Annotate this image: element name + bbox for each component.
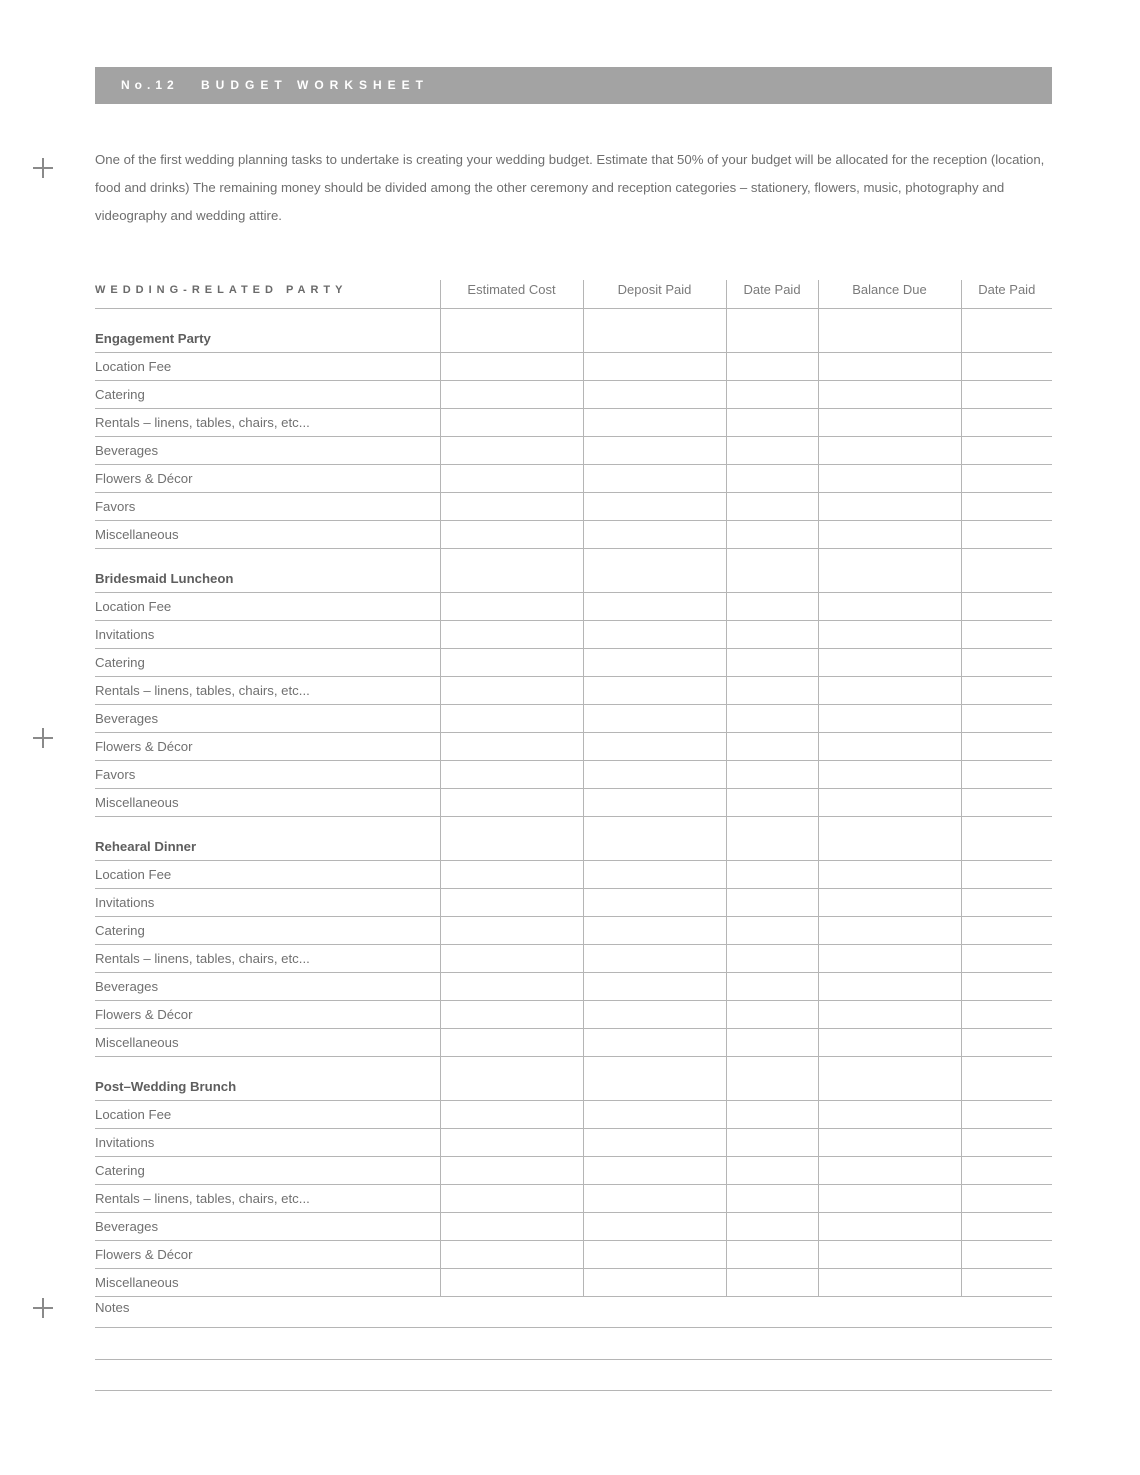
- table-row: [95, 733, 1052, 761]
- entry-cell[interactable]: [961, 1241, 1052, 1269]
- entry-cell[interactable]: [818, 549, 961, 593]
- item-label: Miscellaneous: [95, 1269, 440, 1297]
- entry-cell[interactable]: [726, 1001, 818, 1029]
- section-row: [95, 309, 1052, 353]
- entry-cell[interactable]: [440, 309, 583, 353]
- entry-cell[interactable]: [961, 1185, 1052, 1213]
- entry-cell[interactable]: [583, 789, 726, 817]
- item-label: Flowers & Décor: [95, 733, 440, 761]
- entry-cell[interactable]: [440, 1057, 583, 1101]
- entry-cell[interactable]: [583, 381, 726, 409]
- entry-cell[interactable]: [726, 1269, 818, 1297]
- entry-cell[interactable]: [583, 1029, 726, 1057]
- entry-cell[interactable]: [583, 521, 726, 549]
- entry-cell[interactable]: [818, 1129, 961, 1157]
- entry-cell[interactable]: [583, 1101, 726, 1129]
- entry-cell[interactable]: [583, 817, 726, 861]
- entry-cell[interactable]: [961, 705, 1052, 733]
- table-row: [95, 677, 1052, 705]
- entry-cell[interactable]: [726, 817, 818, 861]
- entry-cell[interactable]: [818, 649, 961, 677]
- entry-cell[interactable]: [818, 789, 961, 817]
- entry-cell[interactable]: [583, 621, 726, 649]
- table-row: [95, 381, 1052, 409]
- entry-cell[interactable]: [961, 761, 1052, 789]
- entry-cell[interactable]: [440, 493, 583, 521]
- table-row: [95, 1001, 1052, 1029]
- entry-cell[interactable]: [440, 1101, 583, 1129]
- table-row: [95, 973, 1052, 1001]
- item-label: Rentals – linens, tables, chairs, etc...: [95, 1185, 440, 1213]
- entry-cell[interactable]: [726, 465, 818, 493]
- entry-cell[interactable]: [818, 861, 961, 889]
- entry-cell[interactable]: [818, 1269, 961, 1297]
- entry-cell[interactable]: [583, 1001, 726, 1029]
- entry-cell[interactable]: [818, 973, 961, 1001]
- entry-cell[interactable]: [818, 621, 961, 649]
- table-row: [95, 789, 1052, 817]
- table-row: [95, 465, 1052, 493]
- entry-cell[interactable]: [818, 353, 961, 381]
- item-label: Location Fee: [95, 593, 440, 621]
- entry-cell[interactable]: [726, 309, 818, 353]
- section-title: Rehearal Dinner: [95, 817, 440, 861]
- item-label: Catering: [95, 1157, 440, 1185]
- section-row: [95, 817, 1052, 861]
- entry-cell[interactable]: [726, 409, 818, 437]
- entry-cell[interactable]: [726, 677, 818, 705]
- entry-cell[interactable]: [726, 1057, 818, 1101]
- table-row: [95, 761, 1052, 789]
- item-label: Rentals – linens, tables, chairs, etc...: [95, 945, 440, 973]
- entry-cell[interactable]: [961, 733, 1052, 761]
- table-row: [95, 1241, 1052, 1269]
- item-label: Location Fee: [95, 861, 440, 889]
- entry-cell[interactable]: [583, 1213, 726, 1241]
- table-row: [95, 593, 1052, 621]
- entry-cell[interactable]: [961, 493, 1052, 521]
- column-header-deposit-paid: Deposit Paid: [583, 280, 726, 309]
- entry-cell[interactable]: [583, 917, 726, 945]
- entry-cell[interactable]: [818, 593, 961, 621]
- entry-cell[interactable]: [583, 889, 726, 917]
- column-header-date-paid-2: Date Paid: [961, 280, 1052, 309]
- table-row: [95, 621, 1052, 649]
- table-row: [95, 649, 1052, 677]
- entry-cell[interactable]: [818, 465, 961, 493]
- entry-cell[interactable]: [583, 1241, 726, 1269]
- entry-cell[interactable]: [440, 409, 583, 437]
- entry-cell[interactable]: [726, 649, 818, 677]
- entry-cell[interactable]: [818, 437, 961, 465]
- item-label: Flowers & Décor: [95, 1241, 440, 1269]
- entry-cell[interactable]: [440, 437, 583, 465]
- entry-cell[interactable]: [818, 1101, 961, 1129]
- entry-cell[interactable]: [726, 521, 818, 549]
- table-header-row: [95, 280, 1052, 309]
- entry-cell[interactable]: [583, 437, 726, 465]
- entry-cell[interactable]: [818, 1241, 961, 1269]
- entry-cell[interactable]: [440, 761, 583, 789]
- entry-cell[interactable]: [440, 945, 583, 973]
- section-title: Engagement Party: [95, 309, 440, 353]
- item-label: Beverages: [95, 705, 440, 733]
- entry-cell[interactable]: [440, 621, 583, 649]
- entry-cell[interactable]: [818, 1001, 961, 1029]
- table-row: [95, 1129, 1052, 1157]
- budget-table: [95, 280, 1052, 1297]
- item-label: Favors: [95, 761, 440, 789]
- entry-cell[interactable]: [818, 889, 961, 917]
- entry-cell[interactable]: [961, 1057, 1052, 1101]
- intro-paragraph: One of the first wedding planning tasks to undertake is creating your wedding budget. Estimate that 50% of your budget will be allocated for the reception (location, food and drinks) The remaining money should be divided among the other ceremony and reception categories – stationery, flowers, music, photography and videography and wedding attire.: [95, 152, 1045, 223]
- entry-cell[interactable]: [961, 649, 1052, 677]
- item-label: Flowers & Décor: [95, 1001, 440, 1029]
- table-row: [95, 945, 1052, 973]
- entry-cell[interactable]: [818, 1157, 961, 1185]
- entry-cell[interactable]: [961, 409, 1052, 437]
- entry-cell[interactable]: [726, 621, 818, 649]
- entry-cell[interactable]: [440, 733, 583, 761]
- entry-cell[interactable]: [726, 1029, 818, 1057]
- entry-cell[interactable]: [440, 889, 583, 917]
- entry-cell[interactable]: [961, 861, 1052, 889]
- table-row: [95, 705, 1052, 733]
- entry-cell[interactable]: [583, 493, 726, 521]
- section-row: [95, 549, 1052, 593]
- entry-cell[interactable]: [961, 593, 1052, 621]
- entry-cell[interactable]: [440, 817, 583, 861]
- column-header-date-paid: Date Paid: [726, 280, 818, 309]
- entry-cell[interactable]: [440, 465, 583, 493]
- entry-cell[interactable]: [440, 521, 583, 549]
- table-row: [95, 1101, 1052, 1129]
- entry-cell[interactable]: [440, 353, 583, 381]
- notes-line[interactable]: [95, 1327, 1052, 1328]
- table-row: [95, 1157, 1052, 1185]
- entry-cell[interactable]: [961, 465, 1052, 493]
- entry-cell[interactable]: [440, 1241, 583, 1269]
- entry-cell[interactable]: [818, 1057, 961, 1101]
- table-row: [95, 1269, 1052, 1297]
- entry-cell[interactable]: [440, 705, 583, 733]
- item-label: Miscellaneous: [95, 521, 440, 549]
- entry-cell[interactable]: [583, 861, 726, 889]
- table-row: [95, 493, 1052, 521]
- notes-line[interactable]: [95, 1359, 1052, 1360]
- entry-cell[interactable]: [961, 1157, 1052, 1185]
- entry-cell[interactable]: [440, 1129, 583, 1157]
- entry-cell[interactable]: [583, 945, 726, 973]
- item-label: Beverages: [95, 1213, 440, 1241]
- entry-cell[interactable]: [961, 309, 1052, 353]
- table-row: [95, 1029, 1052, 1057]
- entry-cell[interactable]: [583, 705, 726, 733]
- table-row: [95, 521, 1052, 549]
- entry-cell[interactable]: [583, 1129, 726, 1157]
- item-label: Invitations: [95, 1129, 440, 1157]
- table-row: [95, 409, 1052, 437]
- item-label: Beverages: [95, 437, 440, 465]
- entry-cell[interactable]: [818, 945, 961, 973]
- plus-mark-icon: [33, 158, 53, 178]
- entry-cell[interactable]: [818, 677, 961, 705]
- entry-cell[interactable]: [726, 493, 818, 521]
- item-label: Rentals – linens, tables, chairs, etc...: [95, 409, 440, 437]
- entry-cell[interactable]: [583, 761, 726, 789]
- entry-cell[interactable]: [961, 521, 1052, 549]
- entry-cell[interactable]: [726, 861, 818, 889]
- entry-cell[interactable]: [726, 549, 818, 593]
- table-row: [95, 889, 1052, 917]
- section-row: [95, 1057, 1052, 1101]
- entry-cell[interactable]: [440, 861, 583, 889]
- entry-cell[interactable]: [583, 733, 726, 761]
- column-header-balance-due: Balance Due: [818, 280, 961, 309]
- item-label: Invitations: [95, 621, 440, 649]
- entry-cell[interactable]: [583, 677, 726, 705]
- entry-cell[interactable]: [440, 549, 583, 593]
- section-title: Bridesmaid Luncheon: [95, 549, 440, 593]
- entry-cell[interactable]: [583, 649, 726, 677]
- entry-cell[interactable]: [440, 1029, 583, 1057]
- entry-cell[interactable]: [583, 1157, 726, 1185]
- entry-cell[interactable]: [961, 621, 1052, 649]
- entry-cell[interactable]: [440, 593, 583, 621]
- entry-cell[interactable]: [726, 1129, 818, 1157]
- entry-cell[interactable]: [726, 789, 818, 817]
- entry-cell[interactable]: [961, 1101, 1052, 1129]
- entry-cell[interactable]: [440, 649, 583, 677]
- item-label: Flowers & Décor: [95, 465, 440, 493]
- plus-mark-icon: [33, 728, 53, 748]
- entry-cell[interactable]: [726, 593, 818, 621]
- entry-cell[interactable]: [961, 817, 1052, 861]
- entry-cell[interactable]: [961, 1213, 1052, 1241]
- table-row: [95, 917, 1052, 945]
- entry-cell[interactable]: [961, 1001, 1052, 1029]
- entry-cell[interactable]: [726, 889, 818, 917]
- entry-cell[interactable]: [961, 889, 1052, 917]
- entry-cell[interactable]: [818, 705, 961, 733]
- entry-cell[interactable]: [726, 1157, 818, 1185]
- item-label: Rentals – linens, tables, chairs, etc...: [95, 677, 440, 705]
- entry-cell[interactable]: [440, 917, 583, 945]
- entry-cell[interactable]: [726, 733, 818, 761]
- item-label: Beverages: [95, 973, 440, 1001]
- entry-cell[interactable]: [961, 549, 1052, 593]
- entry-cell[interactable]: [726, 973, 818, 1001]
- entry-cell[interactable]: [818, 817, 961, 861]
- entry-cell[interactable]: [818, 1185, 961, 1213]
- entry-cell[interactable]: [726, 1185, 818, 1213]
- entry-cell[interactable]: [440, 973, 583, 1001]
- entry-cell[interactable]: [818, 917, 961, 945]
- entry-cell[interactable]: [726, 1241, 818, 1269]
- entry-cell[interactable]: [961, 1269, 1052, 1297]
- entry-cell[interactable]: [961, 973, 1052, 1001]
- entry-cell[interactable]: [440, 381, 583, 409]
- entry-cell[interactable]: [583, 353, 726, 381]
- table-row: [95, 1185, 1052, 1213]
- header-bar: [95, 67, 1052, 104]
- entry-cell[interactable]: [726, 1213, 818, 1241]
- entry-cell[interactable]: [440, 677, 583, 705]
- entry-cell[interactable]: [818, 309, 961, 353]
- section-title: Post–Wedding Brunch: [95, 1057, 440, 1101]
- entry-cell[interactable]: [440, 789, 583, 817]
- entry-cell[interactable]: [961, 789, 1052, 817]
- entry-cell[interactable]: [818, 733, 961, 761]
- entry-cell[interactable]: [583, 1057, 726, 1101]
- item-label: Catering: [95, 381, 440, 409]
- entry-cell[interactable]: [583, 409, 726, 437]
- entry-cell[interactable]: [440, 1269, 583, 1297]
- entry-cell[interactable]: [818, 409, 961, 437]
- item-label: Catering: [95, 917, 440, 945]
- entry-cell[interactable]: [440, 1001, 583, 1029]
- entry-cell[interactable]: [961, 945, 1052, 973]
- item-label: Miscellaneous: [95, 789, 440, 817]
- entry-cell[interactable]: [726, 945, 818, 973]
- notes-label: Notes: [95, 1300, 130, 1315]
- entry-cell[interactable]: [961, 917, 1052, 945]
- entry-cell[interactable]: [961, 1129, 1052, 1157]
- item-label: Catering: [95, 649, 440, 677]
- table-row: [95, 437, 1052, 465]
- entry-cell[interactable]: [818, 493, 961, 521]
- worksheet-number: No.12: [121, 78, 179, 92]
- entry-cell[interactable]: [726, 1101, 818, 1129]
- entry-cell[interactable]: [726, 381, 818, 409]
- entry-cell[interactable]: [583, 1185, 726, 1213]
- entry-cell[interactable]: [583, 465, 726, 493]
- column-header-estimated-cost: Estimated Cost: [440, 280, 583, 309]
- entry-cell[interactable]: [818, 521, 961, 549]
- notes-line[interactable]: [95, 1390, 1052, 1391]
- entry-cell[interactable]: [818, 381, 961, 409]
- entry-cell[interactable]: [583, 309, 726, 353]
- entry-cell[interactable]: [726, 437, 818, 465]
- entry-cell[interactable]: [961, 1029, 1052, 1057]
- entry-cell[interactable]: [961, 353, 1052, 381]
- item-label: Location Fee: [95, 1101, 440, 1129]
- column-header-party: WEDDING-RELATED PARTY: [95, 280, 440, 309]
- worksheet-title: BUDGET WORKSHEET: [201, 78, 429, 92]
- entry-cell[interactable]: [961, 437, 1052, 465]
- entry-cell[interactable]: [583, 593, 726, 621]
- item-label: Favors: [95, 493, 440, 521]
- entry-cell[interactable]: [726, 761, 818, 789]
- entry-cell[interactable]: [440, 1157, 583, 1185]
- item-label: Location Fee: [95, 353, 440, 381]
- entry-cell[interactable]: [440, 1213, 583, 1241]
- table-row: [95, 1213, 1052, 1241]
- entry-cell[interactable]: [961, 677, 1052, 705]
- entry-cell[interactable]: [440, 1185, 583, 1213]
- entry-cell[interactable]: [818, 761, 961, 789]
- entry-cell[interactable]: [583, 973, 726, 1001]
- entry-cell[interactable]: [961, 381, 1052, 409]
- table-row: [95, 861, 1052, 889]
- item-label: Miscellaneous: [95, 1029, 440, 1057]
- entry-cell[interactable]: [726, 917, 818, 945]
- table-row: [95, 353, 1052, 381]
- entry-cell[interactable]: [818, 1213, 961, 1241]
- entry-cell[interactable]: [583, 1269, 726, 1297]
- entry-cell[interactable]: [726, 705, 818, 733]
- entry-cell[interactable]: [726, 353, 818, 381]
- plus-mark-icon: [33, 1298, 53, 1318]
- item-label: Invitations: [95, 889, 440, 917]
- entry-cell[interactable]: [583, 549, 726, 593]
- entry-cell[interactable]: [818, 1029, 961, 1057]
